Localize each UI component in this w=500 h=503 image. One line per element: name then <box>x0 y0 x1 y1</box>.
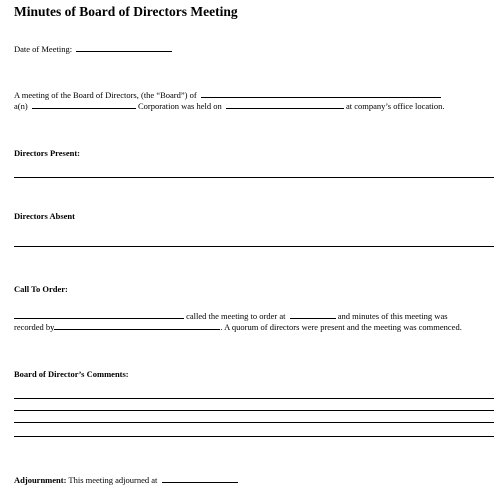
intro-text-2: a(n) <box>14 101 28 111</box>
date-of-meeting-row <box>14 43 172 55</box>
corporation-type-blank[interactable] <box>32 100 136 109</box>
intro-text-4: at company’s office location. <box>346 101 445 111</box>
date-label: Date of Meeting: <box>14 44 73 54</box>
chair-name-blank[interactable] <box>14 310 184 319</box>
corporation-name-blank[interactable] <box>201 89 441 98</box>
recorder-name-blank[interactable] <box>54 321 220 330</box>
call-to-order-heading: Call To Order: <box>14 284 68 294</box>
comments-line-3[interactable] <box>14 422 494 423</box>
directors-absent-line[interactable] <box>14 246 494 247</box>
call-text-4: . A quorum of directors were present and the meeting was commenced. <box>220 322 462 332</box>
comments-line-1[interactable] <box>14 398 494 399</box>
directors-absent-heading: Directors Absent <box>14 211 75 221</box>
intro-text-3: Corporation was held on <box>137 101 222 111</box>
call-text-1: called the meeting to order at <box>186 311 286 321</box>
call-time-blank[interactable] <box>290 310 336 319</box>
call-line-2 <box>14 321 462 333</box>
meeting-date-blank[interactable] <box>226 100 344 109</box>
date-blank[interactable] <box>76 43 172 52</box>
intro-text-1: A meeting of the Board of Directors, (the “Board”) of <box>14 90 197 100</box>
call-text-2: and minutes of this meeting was <box>337 311 448 321</box>
adjournment-row <box>14 474 238 486</box>
adjournment-label: Adjournment: <box>14 475 67 485</box>
comments-line-4[interactable] <box>14 436 494 437</box>
intro-line-2 <box>14 100 445 112</box>
comments-line-2[interactable] <box>14 410 494 411</box>
call-text-3: recorded by <box>14 322 55 332</box>
directors-present-heading: Directors Present: <box>14 148 81 158</box>
comments-heading: Board of Director’s Comments: <box>14 369 129 379</box>
adjournment-text: This meeting adjourned at <box>68 475 158 485</box>
adjournment-time-blank[interactable] <box>162 474 238 483</box>
document-title: Minutes of Board of Directors Meeting <box>14 4 238 19</box>
directors-present-line[interactable] <box>14 177 494 178</box>
